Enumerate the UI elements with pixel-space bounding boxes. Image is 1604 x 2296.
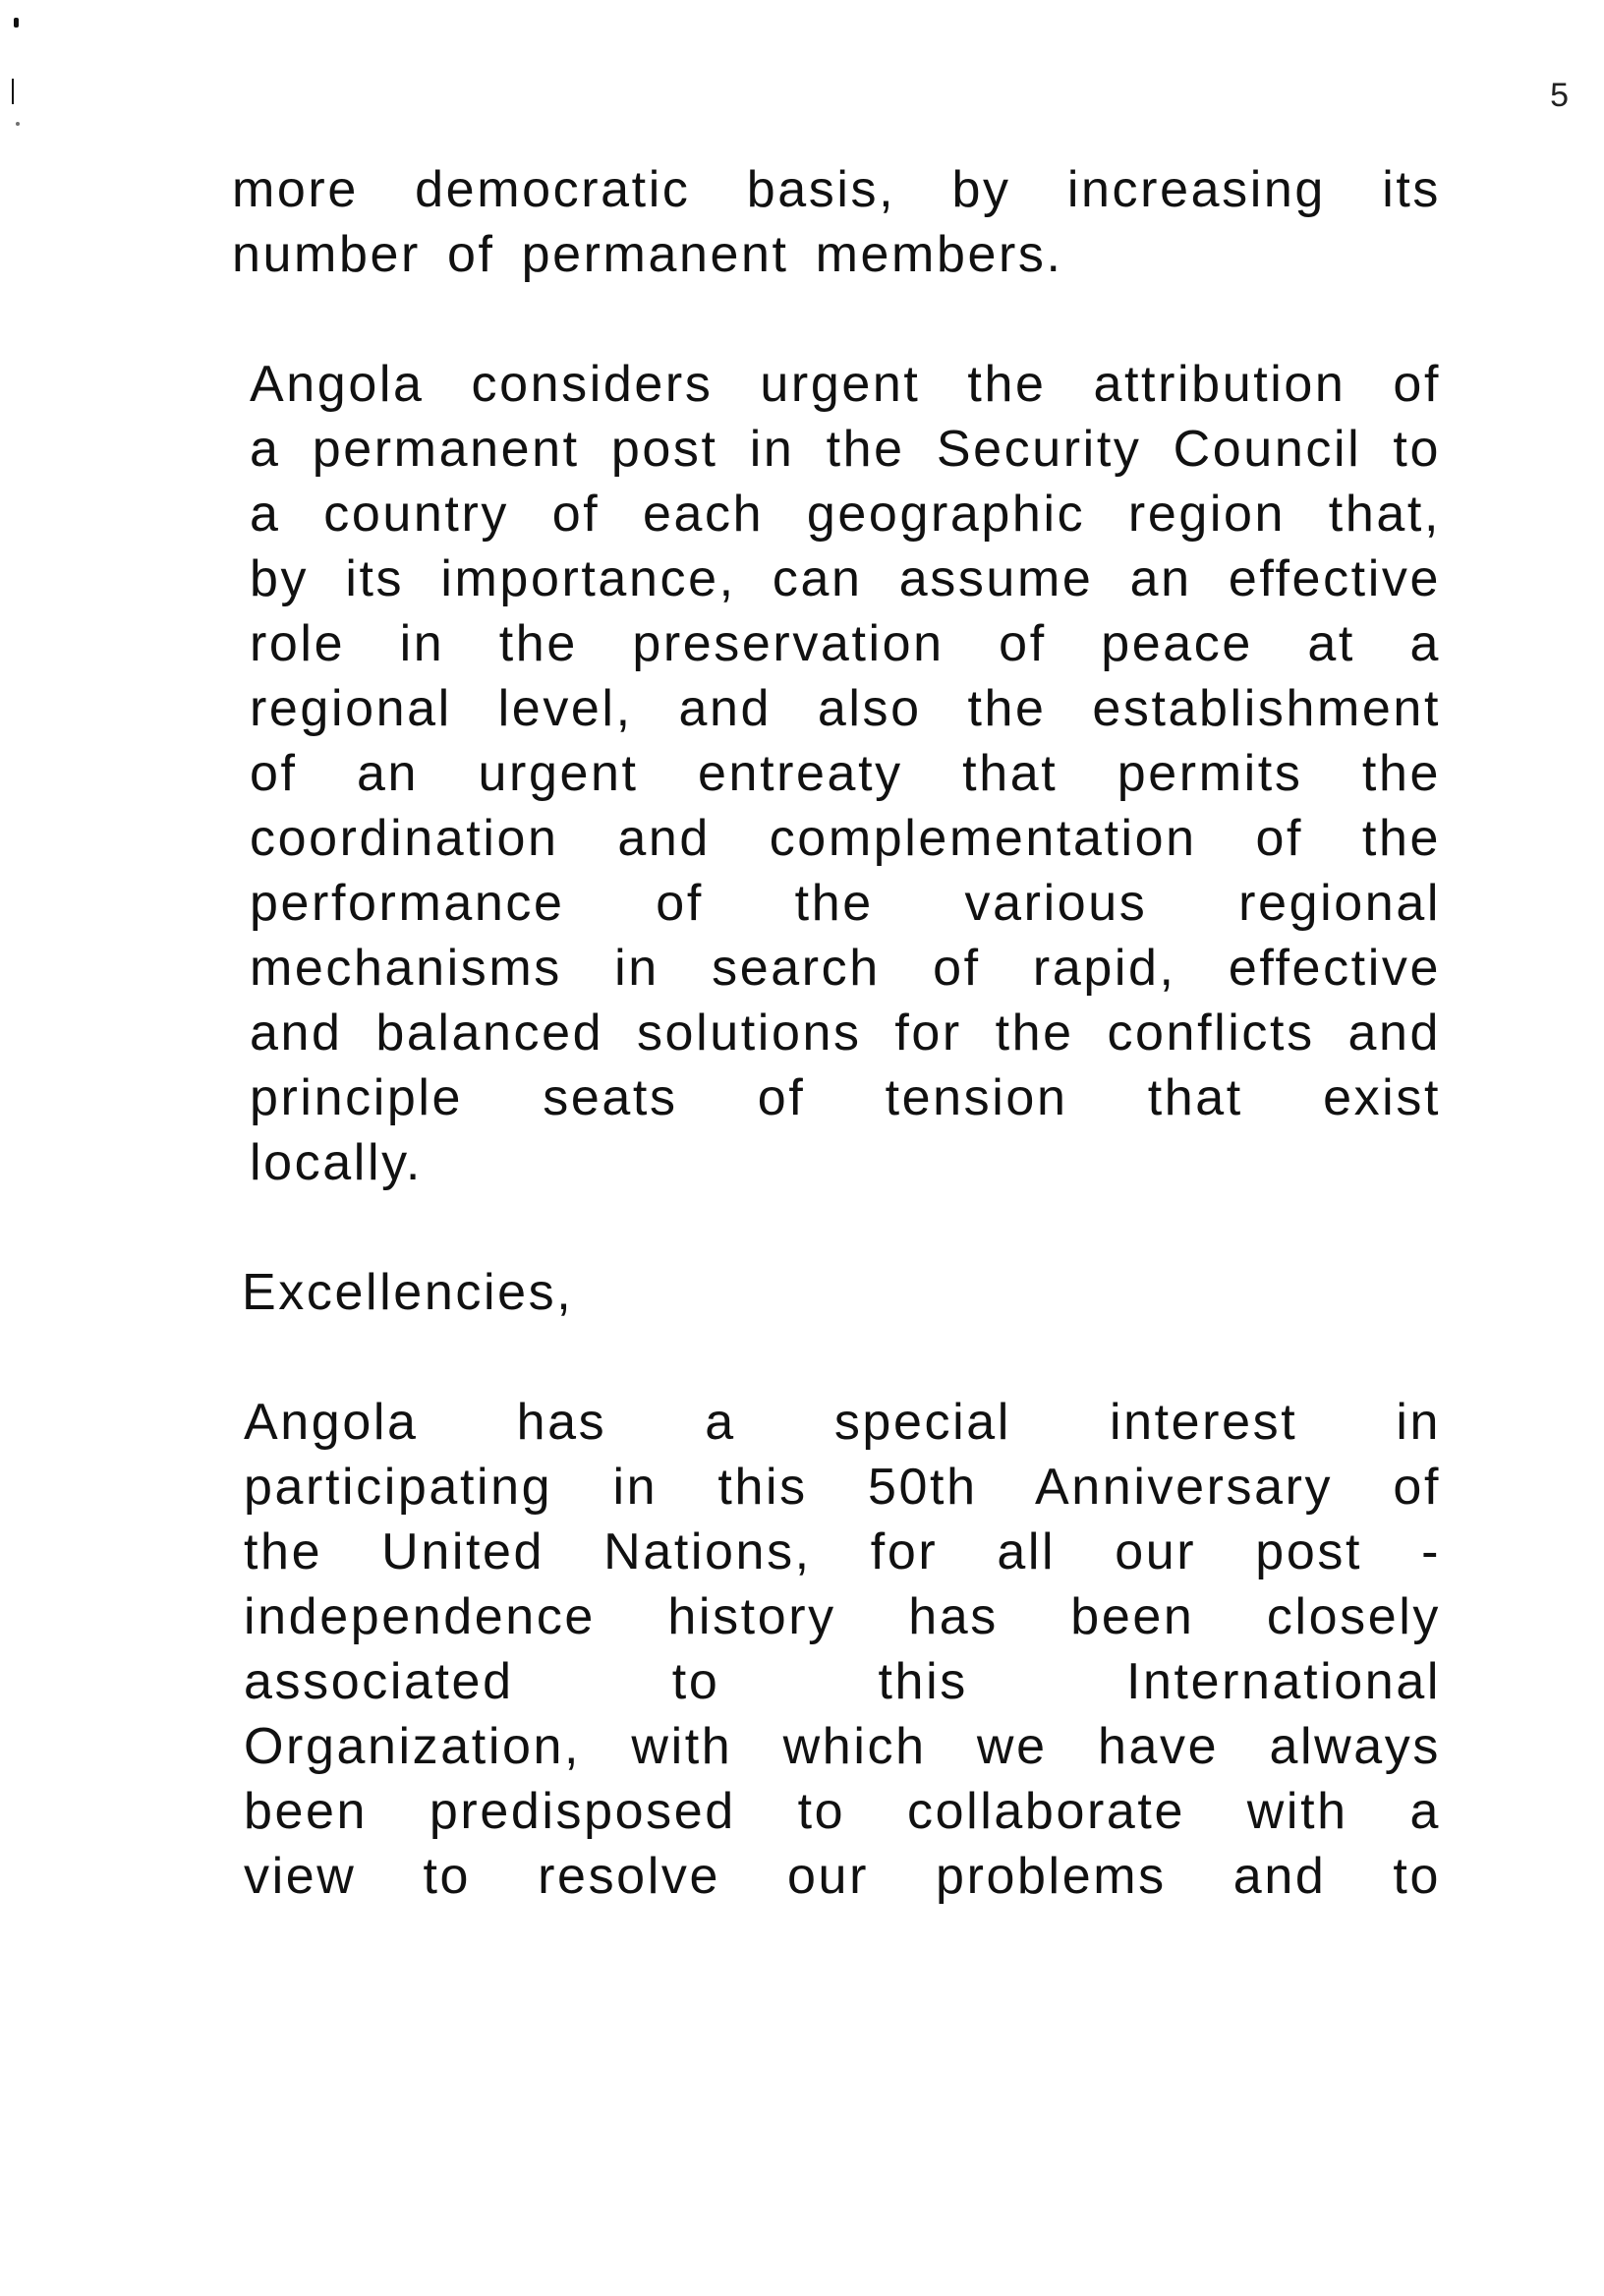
text-line: of an urgent entreaty that permits the: [250, 745, 1441, 802]
text-line: the United Nations, for all our post -: [244, 1523, 1441, 1580]
text-line: role in the preservation of peace at a: [250, 615, 1441, 672]
text-line: a permanent post in the Security Council to: [250, 421, 1441, 478]
text-line: principle seats of tension that exist: [250, 1069, 1441, 1126]
margin-mark: [16, 122, 20, 126]
text-line: number of permanent members.: [232, 226, 1063, 283]
text-line: more democratic basis, by increasing its: [232, 161, 1441, 218]
text-line: participating in this 50th Anniversary of: [244, 1459, 1441, 1516]
page-number: 5: [1550, 77, 1569, 114]
text-line: a country of each geographic region that,: [250, 486, 1441, 543]
text-line: Angola considers urgent the attribution of: [250, 356, 1441, 413]
text-line: associated to this International: [244, 1653, 1441, 1710]
text-line: view to resolve our problems and to: [244, 1848, 1441, 1905]
text-line: been predisposed to collaborate with a: [244, 1783, 1441, 1840]
text-line: and balanced solutions for the conflicts and: [250, 1004, 1441, 1062]
paragraph-50th-anniversary: [244, 1390, 1441, 1909]
text-line: performance of the various regional: [250, 875, 1441, 932]
text-line: coordination and complementation of the: [250, 810, 1441, 867]
salutation: Excellencies,: [242, 1264, 574, 1321]
text-line: independence history has been closely: [244, 1588, 1441, 1645]
margin-mark: [14, 18, 19, 28]
paragraph-permanent-post: [250, 352, 1441, 1195]
text-line: mechanisms in search of rapid, effective: [250, 940, 1441, 997]
text-line: locally.: [250, 1134, 423, 1191]
margin-mark: [12, 79, 14, 104]
paragraph-security-council-reform: [232, 157, 1441, 287]
text-line: regional level, and also the establishment: [250, 680, 1441, 737]
text-line: Organization, with which we have always: [244, 1718, 1441, 1775]
paragraph-salutation: [242, 1260, 1441, 1325]
text-line: by its importance, can assume an effective: [250, 550, 1441, 607]
text-line: Angola has a special interest in: [244, 1394, 1441, 1451]
document-body: [232, 157, 1441, 1974]
